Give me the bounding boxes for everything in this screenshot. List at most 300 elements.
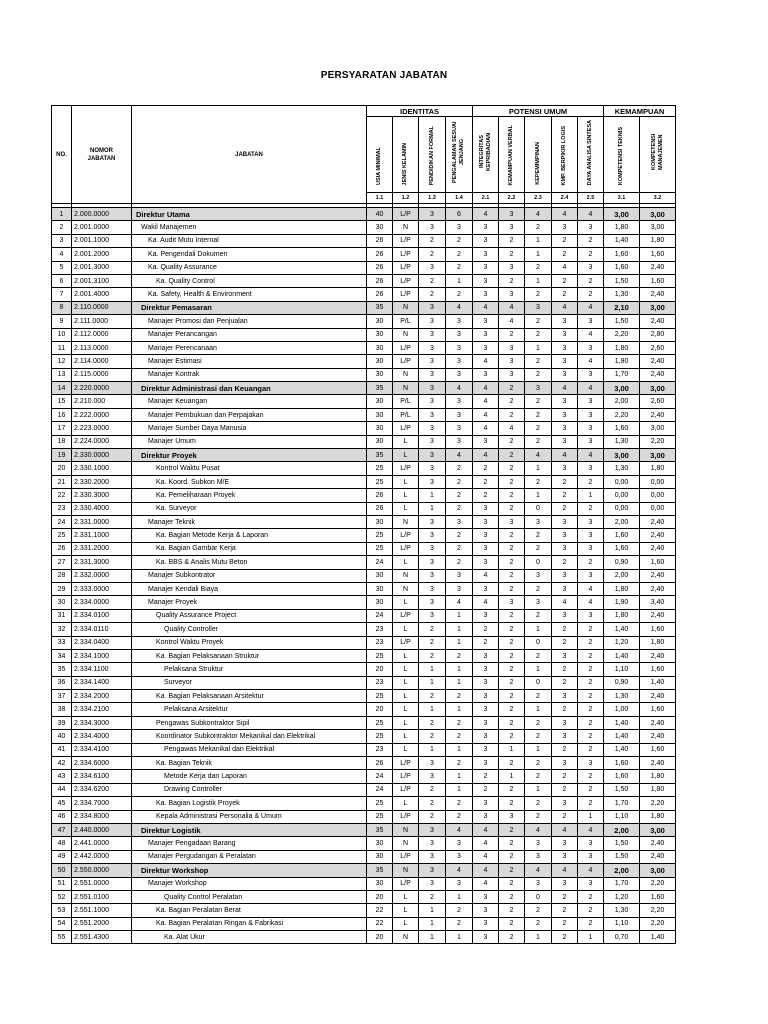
criteria-value: 30	[367, 596, 393, 609]
criteria-value: 2	[552, 676, 578, 689]
criteria-value: 2	[578, 783, 604, 796]
criteria-value: L	[393, 730, 419, 743]
criteria-value: 1	[419, 931, 446, 944]
table-row	[52, 703, 676, 716]
criteria-value: 2,40	[640, 582, 676, 595]
table-row	[52, 234, 676, 247]
jabatan-name: Ka. BBS & Analis Mutu Beton	[132, 556, 367, 569]
criteria-value: 3	[419, 475, 446, 488]
criteria-value: 1	[525, 743, 552, 756]
criteria-value: 3	[446, 315, 473, 328]
jabatan-name: Direktur Logistik	[132, 823, 367, 836]
criteria-value: 3	[446, 328, 473, 341]
criteria-value: 2	[552, 703, 578, 716]
criteria-value: 3	[525, 877, 552, 890]
criteria-value: 2	[578, 716, 604, 729]
jabatan-name: Manajer Estimasi	[132, 355, 367, 368]
row-number: 33	[52, 636, 72, 649]
criteria-value: 3	[525, 596, 552, 609]
criteria-value: 26	[367, 502, 393, 515]
criteria-value: 3	[499, 208, 525, 221]
criteria-value: 3	[578, 261, 604, 274]
criteria-value: 1,10	[604, 810, 640, 823]
criteria-value: 2	[552, 636, 578, 649]
criteria-value: 1,40	[604, 649, 640, 662]
criteria-value: 4	[525, 449, 552, 462]
criteria-value: 3,40	[640, 596, 676, 609]
criteria-value: 3	[499, 261, 525, 274]
criteria-value: 3,00	[640, 208, 676, 221]
jabatan-name: Manajer Pergudangan & Peralatan	[132, 850, 367, 863]
criteria-value: L	[393, 676, 419, 689]
row-number: 26	[52, 542, 72, 555]
criteria-value: 26	[367, 248, 393, 261]
criteria-value: 2	[552, 475, 578, 488]
table-row	[52, 529, 676, 542]
criteria-value: 2	[446, 730, 473, 743]
row-number: 13	[52, 368, 72, 381]
criteria-value: L	[393, 890, 419, 903]
nomor-jabatan: 2.000.0000	[72, 208, 132, 221]
criteria-value: 2	[578, 703, 604, 716]
page-title: PERSYARATAN JABATAN	[320, 70, 448, 81]
criteria-value: 2	[419, 623, 446, 636]
criteria-value: 2	[499, 837, 525, 850]
criteria-value: 2	[552, 288, 578, 301]
criteria-value: 2	[525, 475, 552, 488]
row-number: 4	[52, 248, 72, 261]
criteria-value: 3	[473, 676, 499, 689]
criteria-label: DAYA ANALISA SINTESA	[587, 119, 593, 185]
table-row	[52, 783, 676, 796]
criteria-value: 3,00	[640, 221, 676, 234]
criteria-value: 26	[367, 234, 393, 247]
criteria-value: 1	[525, 274, 552, 287]
criteria-value: L	[393, 502, 419, 515]
criteria-value: L	[393, 917, 419, 930]
criteria-value: 0	[525, 676, 552, 689]
row-number: 44	[52, 783, 72, 796]
criteria-value: 3,00	[604, 382, 640, 395]
criteria-value: 1	[578, 810, 604, 823]
table-row	[52, 248, 676, 261]
criteria-value: 2	[446, 810, 473, 823]
criteria-value: 1,60	[604, 770, 640, 783]
criteria-value: 1	[525, 248, 552, 261]
criteria-value: 3	[473, 529, 499, 542]
criteria-value: 3,00	[604, 449, 640, 462]
jabatan-name: Ka. Bagian Gambar Kerja	[132, 542, 367, 555]
criteria-value: 2	[525, 810, 552, 823]
jabatan-name: Ka. Alat Ukur	[132, 931, 367, 944]
criteria-value: 2	[499, 850, 525, 863]
table-row	[52, 569, 676, 582]
criteria-code: 2.1	[473, 193, 499, 204]
criteria-value: 2	[499, 328, 525, 341]
criteria-value: 2	[499, 823, 525, 836]
jabatan-name: Manajer Pembukuan dan Perpajakan	[132, 408, 367, 421]
criteria-value: 3	[578, 837, 604, 850]
criteria-value: 24	[367, 783, 393, 796]
criteria-value: 40	[367, 208, 393, 221]
criteria-header	[640, 117, 676, 193]
criteria-label: PENGALAMAN SESUAI JENJANG	[452, 121, 465, 183]
criteria-value: 2	[499, 449, 525, 462]
criteria-value: L	[393, 556, 419, 569]
criteria-value: 3	[473, 515, 499, 528]
criteria-value: L/P	[393, 234, 419, 247]
criteria-value: 3	[419, 355, 446, 368]
criteria-value: 25	[367, 542, 393, 555]
criteria-label: KEPEMIMPINAN	[534, 142, 541, 185]
table-row-directorate	[52, 382, 676, 395]
criteria-value: L	[393, 690, 419, 703]
criteria-value: 2	[578, 502, 604, 515]
criteria-value: 0,90	[604, 676, 640, 689]
criteria-value: 0,90	[604, 556, 640, 569]
criteria-value: 2	[525, 716, 552, 729]
criteria-value: 3	[419, 395, 446, 408]
criteria-value: 2	[499, 864, 525, 877]
nomor-jabatan: 2.334.6200	[72, 783, 132, 796]
criteria-value: 1,00	[604, 703, 640, 716]
criteria-value: 3	[473, 810, 499, 823]
criteria-value: 1,60	[604, 261, 640, 274]
criteria-value: 3	[473, 248, 499, 261]
row-number: 32	[52, 623, 72, 636]
table-row	[52, 904, 676, 917]
criteria-value: 2	[419, 288, 446, 301]
criteria-value: 2	[578, 288, 604, 301]
criteria-value: 2	[525, 609, 552, 622]
criteria-value: 3	[419, 823, 446, 836]
criteria-value: 3	[473, 234, 499, 247]
jabatan-name: Manajer Sumber Daya Manusia	[132, 422, 367, 435]
criteria-value: 1,80	[640, 462, 676, 475]
criteria-value: 25	[367, 730, 393, 743]
table-row	[52, 770, 676, 783]
criteria-value: 1,80	[604, 582, 640, 595]
criteria-value: 30	[367, 582, 393, 595]
criteria-value: 3,00	[640, 823, 676, 836]
nomor-header: NOMOR JABATAN	[72, 106, 132, 204]
row-number: 5	[52, 261, 72, 274]
criteria-value: 3	[473, 757, 499, 770]
nomor-jabatan: 2.334.1100	[72, 663, 132, 676]
criteria-value: 3	[552, 515, 578, 528]
criteria-value: 22	[367, 917, 393, 930]
criteria-value: 4	[525, 823, 552, 836]
row-number: 54	[52, 917, 72, 930]
criteria-value: 4	[446, 596, 473, 609]
criteria-value: 3	[419, 422, 446, 435]
criteria-value: 2	[499, 649, 525, 662]
criteria-value: 3	[419, 864, 446, 877]
criteria-value: 3	[446, 435, 473, 448]
criteria-value: 20	[367, 890, 393, 903]
criteria-value: L/P	[393, 422, 419, 435]
criteria-value: P/L	[393, 408, 419, 421]
criteria-label: KMP. BERPIKIR LOGIS	[561, 125, 567, 185]
criteria-value: 3	[419, 208, 446, 221]
jabatan-name: Direktur Workshop	[132, 864, 367, 877]
criteria-value: 1,70	[604, 368, 640, 381]
criteria-value: 2	[578, 743, 604, 756]
criteria-value: N	[393, 569, 419, 582]
criteria-value: 2	[473, 770, 499, 783]
table-row	[52, 462, 676, 475]
criteria-value: 3	[578, 850, 604, 863]
jabatan-name: Pelaksana Arsitektur	[132, 703, 367, 716]
criteria-value: 1,60	[640, 274, 676, 287]
criteria-value: 2,20	[640, 904, 676, 917]
criteria-value: 1,50	[604, 315, 640, 328]
criteria-value: 2,20	[640, 435, 676, 448]
criteria-value: 1,40	[604, 234, 640, 247]
jabatan-name: Manajer Perencanaan	[132, 341, 367, 354]
table-row	[52, 730, 676, 743]
criteria-value: N	[393, 301, 419, 314]
criteria-value: 1,70	[604, 797, 640, 810]
criteria-value: 3	[578, 877, 604, 890]
criteria-value: 1	[525, 703, 552, 716]
criteria-value: 3	[552, 757, 578, 770]
criteria-value: 2,10	[604, 301, 640, 314]
criteria-value: N	[393, 368, 419, 381]
criteria-value: 3	[578, 515, 604, 528]
row-number: 39	[52, 716, 72, 729]
row-number: 51	[52, 877, 72, 890]
nomor-jabatan: 2.114.0000	[72, 355, 132, 368]
criteria-value: L	[393, 649, 419, 662]
criteria-value: 3	[552, 341, 578, 354]
criteria-value: 3	[419, 582, 446, 595]
jabatan-name: Quality Assurance Project	[132, 609, 367, 622]
criteria-value: 2	[525, 368, 552, 381]
criteria-value: 2	[499, 690, 525, 703]
jabatan-name: Ka. Bagian Pelaksanaan Arsitektur	[132, 690, 367, 703]
criteria-value: 30	[367, 850, 393, 863]
criteria-value: 2	[578, 234, 604, 247]
jabatan-name: Metode Kerja dan Laporan	[132, 770, 367, 783]
criteria-value: 3	[446, 422, 473, 435]
criteria-value: 2	[578, 770, 604, 783]
criteria-value: 2	[446, 649, 473, 662]
criteria-value: 3	[446, 515, 473, 528]
jabatan-name: Direktur Utama	[132, 208, 367, 221]
criteria-value: 1,60	[604, 757, 640, 770]
criteria-value: 4	[446, 823, 473, 836]
criteria-value: 2	[525, 435, 552, 448]
nomor-jabatan: 2.442.0000	[72, 850, 132, 863]
criteria-value: 2	[419, 716, 446, 729]
criteria-value: 3	[419, 341, 446, 354]
table-row-directorate	[52, 208, 676, 221]
criteria-value: 3	[419, 382, 446, 395]
criteria-value: 2	[552, 274, 578, 287]
criteria-value: 2	[499, 757, 525, 770]
criteria-value: 3	[473, 703, 499, 716]
criteria-value: 2	[419, 797, 446, 810]
criteria-value: 4	[446, 301, 473, 314]
criteria-value: L/P	[393, 877, 419, 890]
jabatan-name: Ka. Audit Mutu Internal	[132, 234, 367, 247]
criteria-value: 1	[499, 743, 525, 756]
row-number: 8	[52, 301, 72, 314]
criteria-value: 4	[473, 877, 499, 890]
table-row	[52, 341, 676, 354]
criteria-value: 4	[499, 422, 525, 435]
jabatan-name: Ka. Pengendali Dokumen	[132, 248, 367, 261]
row-number: 14	[52, 382, 72, 395]
criteria-value: 2	[499, 502, 525, 515]
criteria-value: 2	[525, 422, 552, 435]
criteria-value: L	[393, 475, 419, 488]
criteria-value: 3	[419, 515, 446, 528]
criteria-value: 2,40	[640, 730, 676, 743]
criteria-value: 2,20	[640, 877, 676, 890]
criteria-value: 30	[367, 515, 393, 528]
criteria-value: 3	[552, 408, 578, 421]
criteria-value: 30	[367, 341, 393, 354]
criteria-value: 0	[525, 890, 552, 903]
criteria-value: 24	[367, 609, 393, 622]
criteria-value: 4	[473, 422, 499, 435]
criteria-value: 2	[419, 649, 446, 662]
jabatan-name: Manajer Proyek	[132, 596, 367, 609]
criteria-value: 3	[552, 582, 578, 595]
criteria-value: 2	[419, 636, 446, 649]
criteria-value: 2	[552, 502, 578, 515]
criteria-value: 3	[473, 261, 499, 274]
criteria-value: 2,80	[640, 328, 676, 341]
criteria-value: 2	[552, 770, 578, 783]
criteria-value: 3	[473, 502, 499, 515]
criteria-value: 25	[367, 690, 393, 703]
criteria-value: 2	[552, 810, 578, 823]
table-row	[52, 596, 676, 609]
criteria-value: 2,40	[640, 315, 676, 328]
row-number: 30	[52, 596, 72, 609]
criteria-value: 2	[473, 623, 499, 636]
criteria-value: 3	[473, 288, 499, 301]
nomor-jabatan: 2.001.0000	[72, 221, 132, 234]
nomor-jabatan: 2.331.2000	[72, 542, 132, 555]
row-number: 46	[52, 810, 72, 823]
criteria-value: 4	[446, 864, 473, 877]
row-number: 53	[52, 904, 72, 917]
jabatan-name: Quality Control Peralatan	[132, 890, 367, 903]
row-number: 1	[52, 208, 72, 221]
criteria-value: 3,00	[640, 382, 676, 395]
criteria-value: 26	[367, 261, 393, 274]
criteria-code: 3.2	[640, 193, 676, 204]
criteria-value: 2	[446, 475, 473, 488]
criteria-value: 1,40	[604, 730, 640, 743]
criteria-value: L/P	[393, 609, 419, 622]
table-row	[52, 582, 676, 595]
criteria-value: 1	[578, 489, 604, 502]
criteria-value: 1,30	[604, 435, 640, 448]
table-row	[52, 636, 676, 649]
criteria-value: 2	[499, 435, 525, 448]
criteria-value: 2,60	[640, 341, 676, 354]
row-number: 48	[52, 837, 72, 850]
criteria-value: 1,50	[604, 837, 640, 850]
row-number: 55	[52, 931, 72, 944]
criteria-value: 2	[578, 636, 604, 649]
row-number: 19	[52, 449, 72, 462]
criteria-value: 2	[446, 904, 473, 917]
criteria-value: 3	[419, 328, 446, 341]
criteria-value: 2	[578, 623, 604, 636]
criteria-value: 2	[525, 355, 552, 368]
criteria-value: 2	[446, 542, 473, 555]
criteria-value: 3	[473, 743, 499, 756]
criteria-value: 3	[419, 569, 446, 582]
criteria-value: 4	[525, 208, 552, 221]
criteria-value: 4	[499, 315, 525, 328]
table-row	[52, 368, 676, 381]
criteria-value: 3	[552, 221, 578, 234]
table-row	[52, 435, 676, 448]
criteria-value: L	[393, 716, 419, 729]
criteria-value: 4	[578, 328, 604, 341]
criteria-value: N	[393, 582, 419, 595]
criteria-value: 3	[499, 341, 525, 354]
criteria-value: 2	[552, 248, 578, 261]
criteria-value: L	[393, 703, 419, 716]
table-row	[52, 757, 676, 770]
criteria-value: 26	[367, 274, 393, 287]
jabatan-name: Ka. Bagian Logistik Proyek	[132, 797, 367, 810]
table-row	[52, 716, 676, 729]
criteria-value: 4	[473, 382, 499, 395]
criteria-value: L/P	[393, 850, 419, 863]
jabatan-name: Ka. Bagian Peralatan Ringan & Fabrikasi	[132, 917, 367, 930]
criteria-value: 3	[473, 435, 499, 448]
nomor-jabatan: 2.441.0000	[72, 837, 132, 850]
criteria-value: 3	[419, 850, 446, 863]
jabatan-name: Manajer Promosi dan Penjualan	[132, 315, 367, 328]
criteria-value: 3	[473, 663, 499, 676]
criteria-value: 1	[419, 663, 446, 676]
criteria-value: 3,00	[640, 449, 676, 462]
criteria-value: 3	[552, 435, 578, 448]
criteria-value: 1	[525, 462, 552, 475]
criteria-value: 1	[446, 663, 473, 676]
criteria-value: 3	[446, 341, 473, 354]
row-number: 10	[52, 328, 72, 341]
nomor-jabatan: 2.115.0000	[72, 368, 132, 381]
criteria-value: 4	[473, 449, 499, 462]
jabatan-name: Kontrol Waktu Proyek	[132, 636, 367, 649]
criteria-value: 3	[578, 529, 604, 542]
criteria-value: 1,80	[604, 341, 640, 354]
criteria-value: 1,60	[604, 248, 640, 261]
table-row	[52, 890, 676, 903]
criteria-value: 4	[552, 301, 578, 314]
criteria-value: 2	[578, 730, 604, 743]
criteria-value: 3	[552, 797, 578, 810]
criteria-value: 2	[578, 797, 604, 810]
criteria-value: 2	[525, 757, 552, 770]
criteria-value: L	[393, 489, 419, 502]
criteria-value: 2	[525, 770, 552, 783]
nomor-jabatan: 2.001.2000	[72, 248, 132, 261]
row-number: 49	[52, 850, 72, 863]
criteria-code: 2.3	[525, 193, 552, 204]
